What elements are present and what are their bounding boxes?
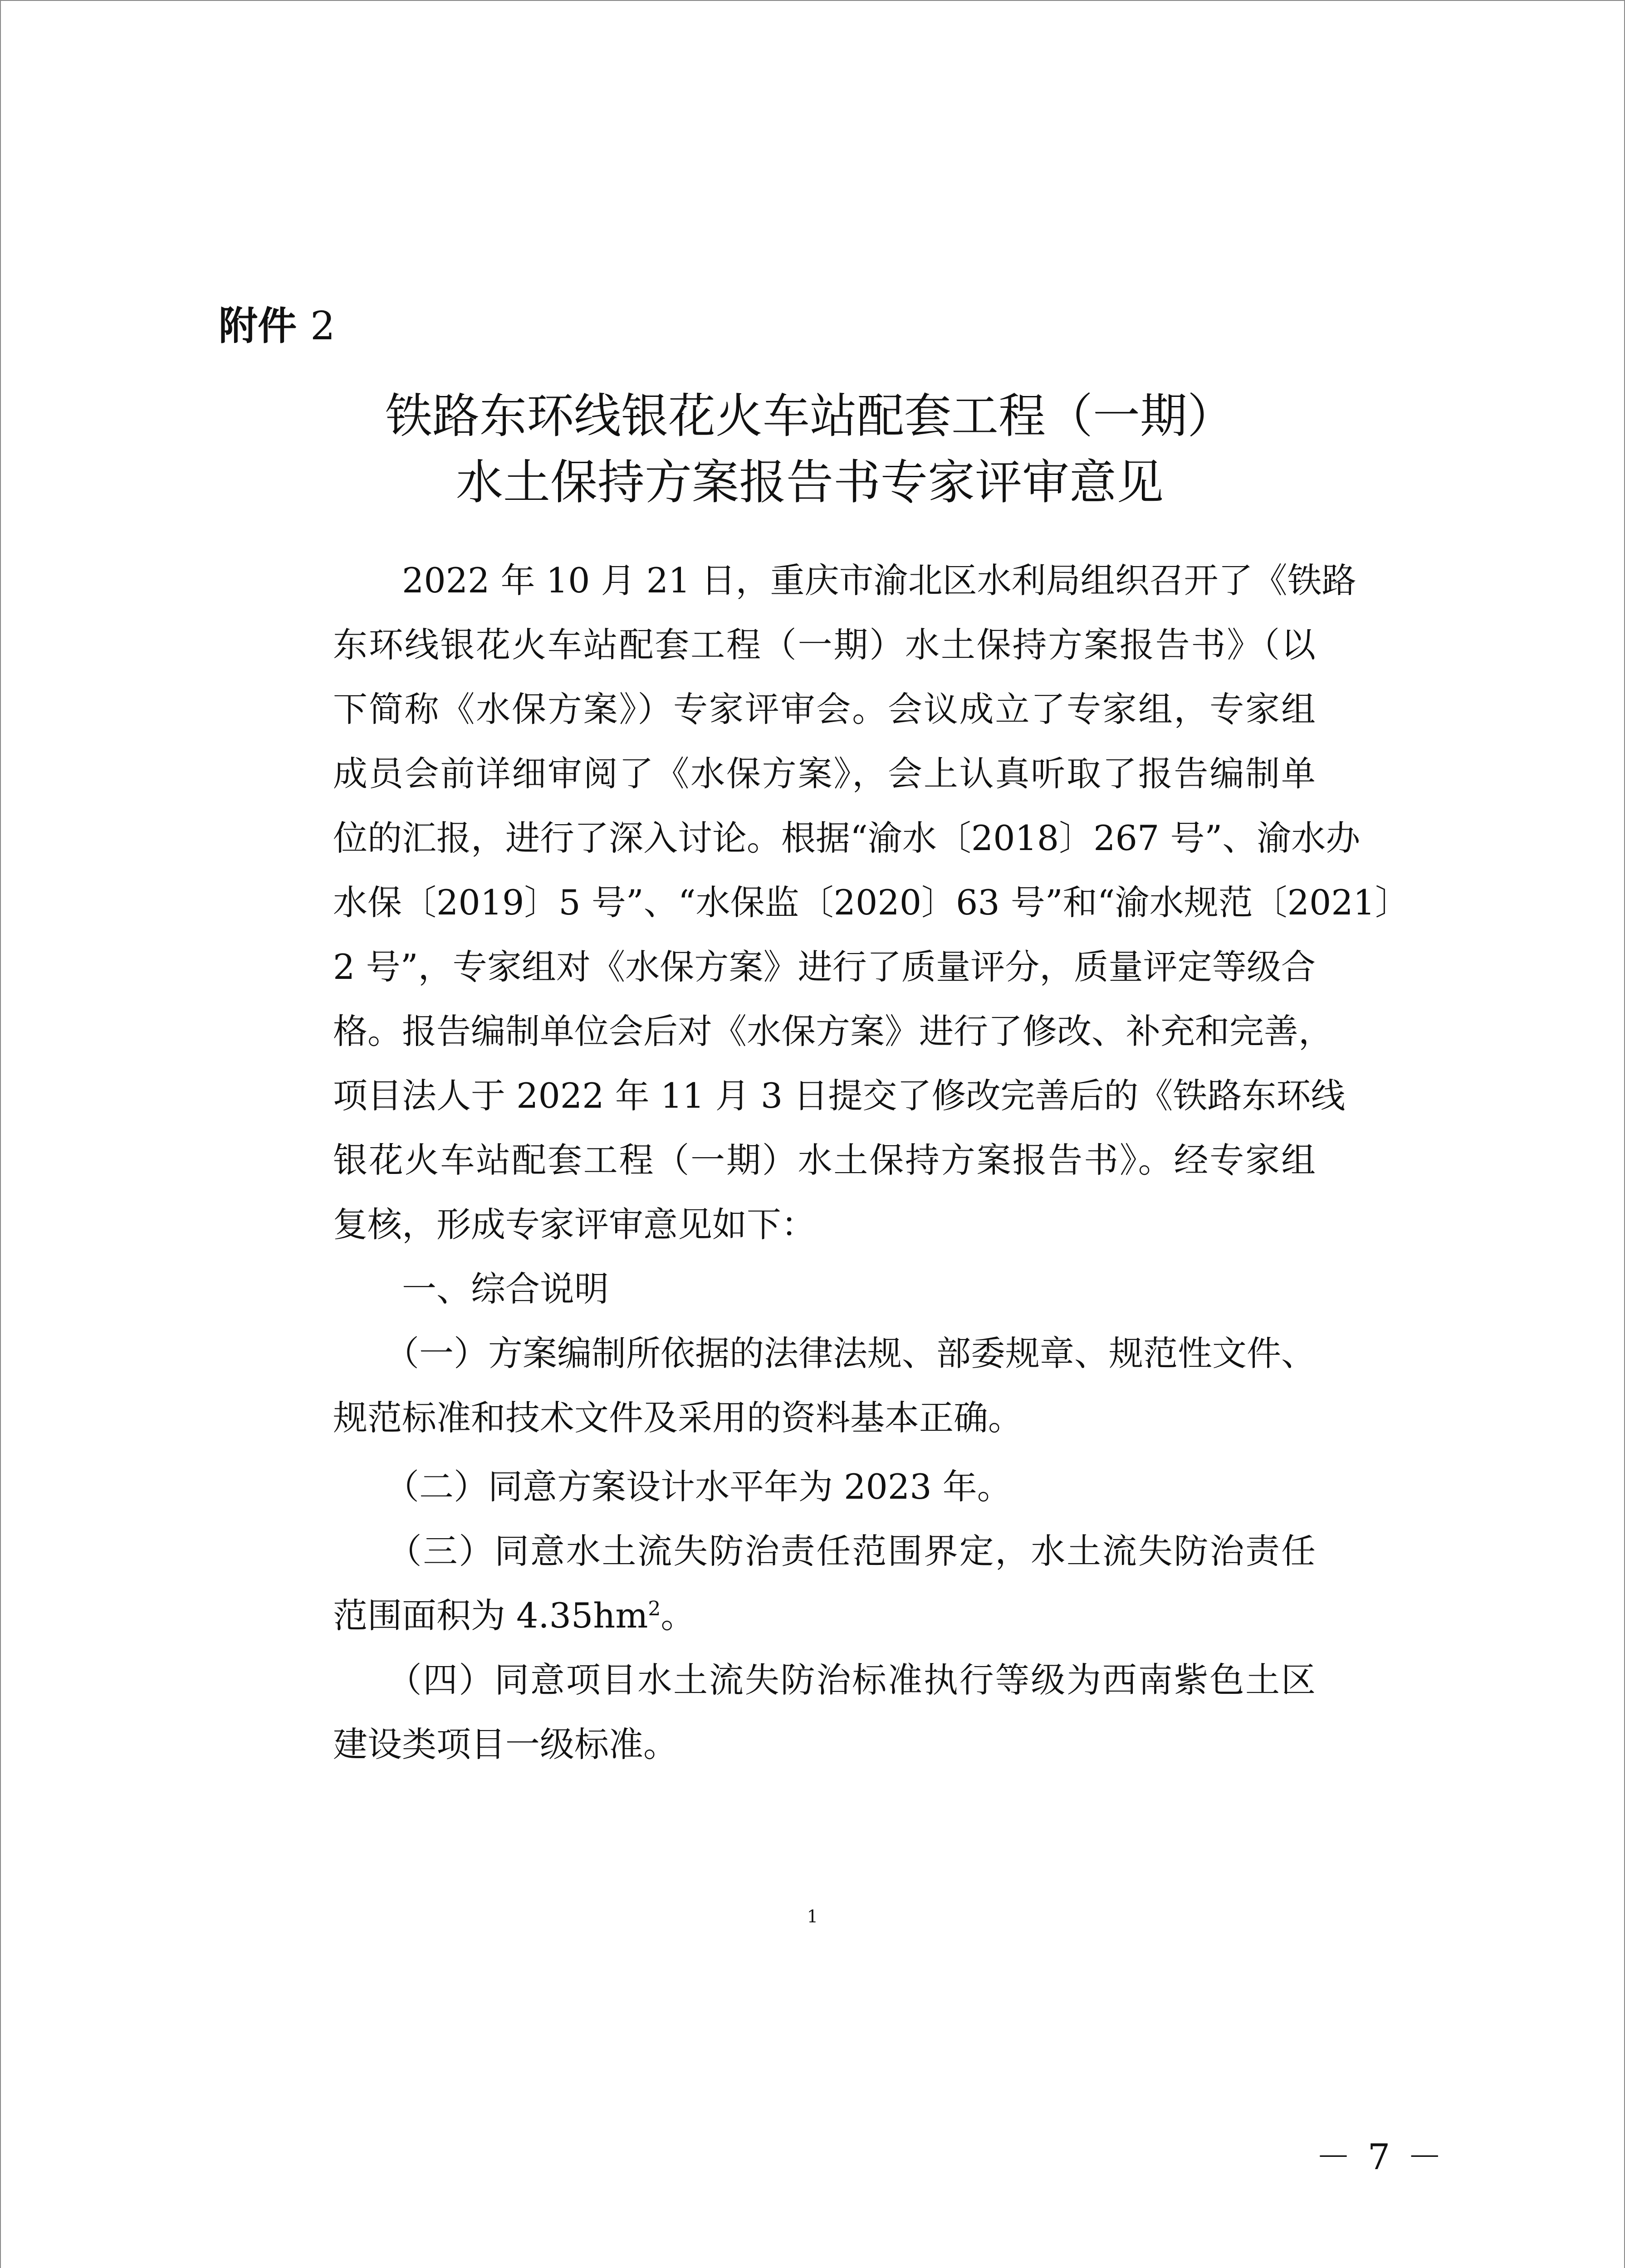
body-line: 格。报告编制单位会后对《水保方案》进行了修改、补充和完善， [333, 1011, 1333, 1051]
body-line: 下简称《水保方案》）专家评审会。会议成立了专家组，专家组 [333, 689, 1316, 729]
item-3-line-2 [333, 1593, 1316, 1638]
body-line: 项目法人于 2022 年 11 月 3 日提交了修改完善后的《铁路东环线 [333, 1075, 1346, 1116]
attachment-number: 2 [310, 303, 335, 349]
body-line: 2 号”，专家组对《水保方案》进行了质量评分，质量评定等级合 [333, 947, 1316, 987]
body-line: 水保〔2019〕5 号”、“水保监〔2020〕63 号”和“渝水规范〔2021〕 [333, 882, 1410, 923]
item-1-line-2: 规范标准和技术文件及采用的资料基本正确。 [333, 1398, 1023, 1438]
body-line: 位的汇报，进行了深入讨论。根据“渝水〔2018〕267 号”、渝水办 [333, 818, 1361, 858]
item-3-line-1: （三）同意水土流失防治责任范围界定，水土流失防治责任 [333, 1531, 1316, 1571]
inner-page-number: 1 [807, 1906, 818, 1926]
item-2-line-1: （二）同意方案设计水平年为 2023 年。 [333, 1466, 1012, 1507]
item-3-line-2-text: 范围面积为 4.35hm [333, 1595, 648, 1636]
item-3-line-2-end: 。 [661, 1595, 695, 1636]
title-line-2: 水土保持方案报告书专家评审意见 [455, 455, 1164, 510]
title-line-1: 铁路东环线银花火车站配套工程（一期） [385, 388, 1234, 444]
body-line: 复核，形成专家评审意见如下： [333, 1204, 816, 1245]
attachment-label-text: 附件 [219, 303, 297, 349]
area-unit-superscript: 2 [648, 1597, 661, 1621]
body-line: 2022 年 10 月 21 日，重庆市渝北区水利局组织召开了《铁路 [333, 560, 1356, 601]
attachment-label [219, 301, 335, 351]
item-4-line-2: 建设类项目一级标准。 [333, 1724, 678, 1765]
body-line: 银花火车站配套工程（一期）水土保持方案报告书》。经专家组 [333, 1140, 1316, 1180]
body-line: 成员会前详细审阅了《水保方案》，会上认真听取了报告编制单 [333, 753, 1316, 794]
page-number: － 7 － [1316, 2137, 1445, 2178]
section-heading: 一、综合说明 [333, 1269, 609, 1309]
item-1-line-1: （一）方案编制所依据的法律法规、部委规章、规范性文件、 [333, 1333, 1316, 1374]
item-4-line-1: （四）同意项目水土流失防治标准执行等级为西南紫色土区 [333, 1660, 1316, 1700]
body-line: 东环线银花火车站配套工程（一期）水土保持方案报告书》（以 [333, 625, 1316, 665]
